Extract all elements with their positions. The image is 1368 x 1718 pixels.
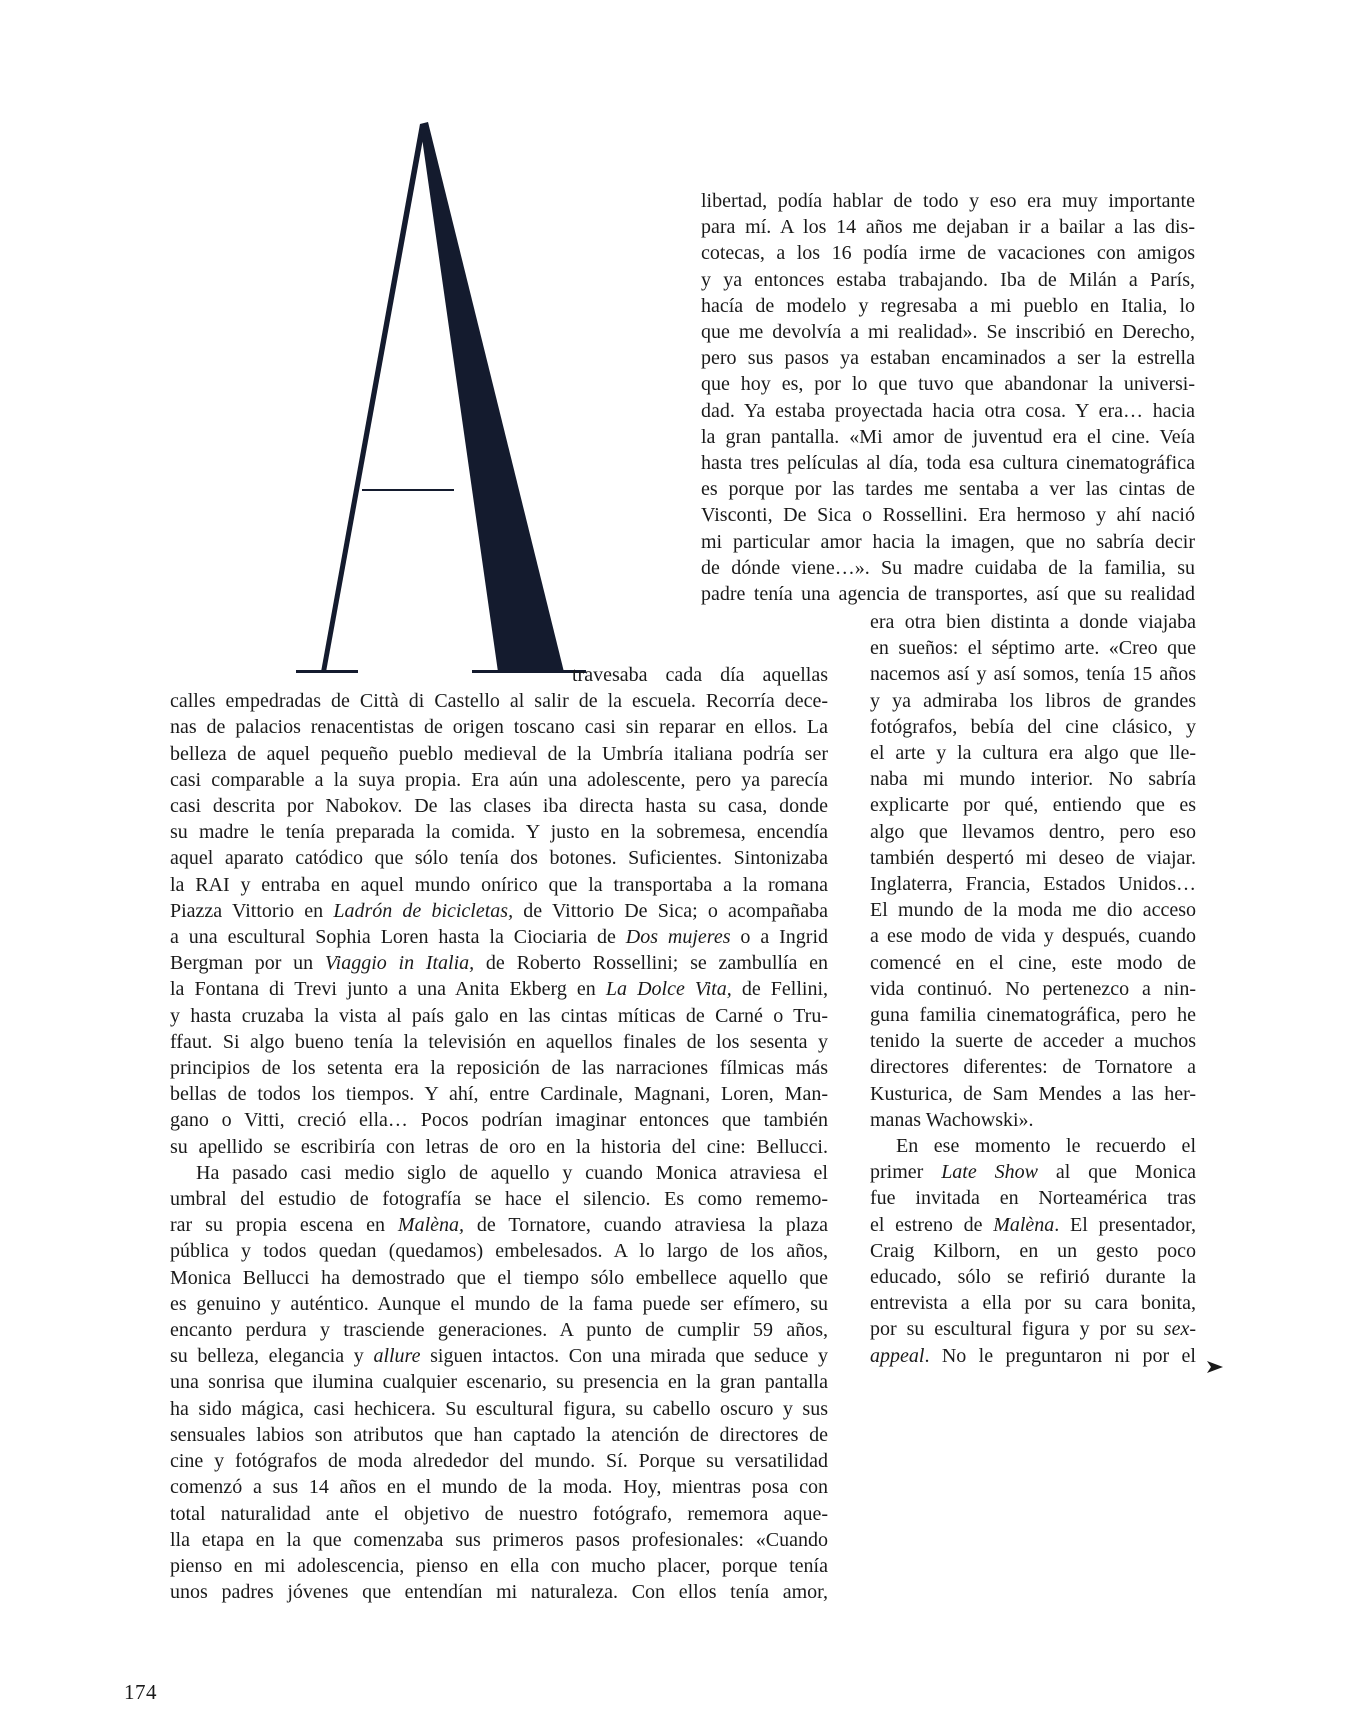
text-line: El mundo de la moda me dio acceso [870, 899, 1196, 922]
text-line: manas Wachowski». [870, 1108, 1034, 1131]
top-text-column [701, 188, 1195, 607]
text-line: directores diferentes: de Tornatore a [870, 1056, 1196, 1079]
text-line: En ese momento le recuerdo el [896, 1135, 1196, 1158]
left-text-column [170, 662, 828, 1605]
text-line: sensuales labios son atributos que han captado la atención de directores de [170, 1423, 828, 1446]
text-line: que me devolvía a mi realidad». Se inscribió en Derecho, [701, 321, 1195, 344]
text-line: belleza de aquel pequeño pueblo medieval de la Umbría italiana podría ser [170, 742, 828, 765]
text-line: la RAI y entraba en aquel mundo onírico que la transportaba a la romana [170, 873, 828, 896]
drop-cap-letter-a [290, 120, 590, 680]
text-line: es genuino y auténtico. Aunque el mundo de la fama puede ser efímero, su [170, 1292, 828, 1315]
text-line: libertad, podía hablar de todo y eso era muy importante [701, 190, 1195, 212]
text-line: a ese modo de vida y después, cuando [870, 925, 1196, 948]
text-line: nas de palacios renacentistas de origen toscano casi sin reparar en ellos. La [170, 716, 828, 739]
text-line: y ya admiraba los libros de grandes [870, 689, 1196, 712]
text-line: cine y fotógrafos de moda alrededor del mundo. Sí. Porque su versatilidad [170, 1450, 828, 1473]
paragraph [170, 662, 828, 1160]
text-line: appeal. No le preguntaron ni por el [870, 1344, 1196, 1367]
text-line: el estreno de Malèna. El presentador, [870, 1213, 1196, 1236]
text-line: también despertó mi deseo de viajar. [870, 846, 1196, 869]
page-number: 174 [124, 1680, 157, 1704]
text-line: aquel aparato catódico que sólo tenía dos botones. Suficientes. Sintonizaba [170, 847, 828, 870]
right-text-column [870, 609, 1196, 1369]
text-line: vida continuó. No pertenezco a nin- [870, 977, 1196, 1000]
text-line: casi descrita por Nabokov. De las clases iba directa hasta su casa, donde [170, 795, 828, 818]
text-line: Craig Kilborn, en un gesto poco [870, 1239, 1196, 1262]
text-line: pero sus pasos ya estaban encaminados a ser la estrella [701, 347, 1195, 370]
paragraph [870, 1133, 1196, 1369]
text-line: que hoy es, por lo que tuvo que abandonar la universi- [701, 373, 1195, 396]
text-line: algo que llevamos dentro, pero eso [870, 820, 1196, 843]
text-line: guna familia cinematográfica, pero he [870, 1004, 1196, 1027]
text-line: a una escultural Sophia Loren hasta la Ciociaria de Dos mujeres o a Ingrid [170, 926, 829, 949]
text-line: unos padres jóvenes que entendían mi naturaleza. Con ellos tenía amor, [170, 1581, 828, 1604]
text-line: para mí. A los 14 años me dejaban ir a bailar a las dis- [701, 216, 1195, 239]
text-line: una sonrisa que ilumina cualquier escenario, su presencia en la gran pantalla [170, 1371, 828, 1394]
text-line: lla etapa en la que comenzaba sus primeros pasos profesionales: «Cuando [170, 1528, 828, 1551]
text-line: Kusturica, de Sam Mendes a las her- [870, 1082, 1196, 1105]
text-line: Ha pasado casi medio siglo de aquello y cuando Monica atraviesa el [196, 1161, 828, 1184]
continue-arrow-icon [1206, 1359, 1224, 1375]
text-line: entrevista a ella por su cara bonita, [870, 1292, 1196, 1315]
text-line: la Fontana di Trevi junto a una Anita Ekberg en La Dolce Vita, de Fellini, [170, 978, 828, 1001]
text-line: bellas de todos los tiempos. Y ahí, entre Cardinale, Magnani, Loren, Man- [170, 1083, 828, 1106]
text-line: la gran pantalla. «Mi amor de juventud era el cine. Veía [701, 425, 1195, 448]
text-line: encanto perdura y trasciende generaciones. A punto de cumplir 59 años, [170, 1319, 828, 1342]
text-line: su apellido se escribiría con letras de oro en la historia del cine: Bellucci. [170, 1135, 828, 1158]
text-line: mi particular amor hacia la imagen, que no sabría decir [701, 530, 1195, 553]
text-line: en sueños: el séptimo arte. «Creo que [870, 637, 1196, 660]
text-line: Monica Bellucci ha demostrado que el tiempo sólo embellece aquello que [170, 1266, 828, 1289]
text-line: por su escultural figura y por su sex- [870, 1318, 1196, 1341]
text-line: umbral del estudio de fotografía se hace el silencio. Es como rememo- [170, 1188, 828, 1211]
text-line: rar su propia escena en Malèna, de Tornatore, cuando atraviesa la plaza [170, 1214, 828, 1237]
text-line: pienso en mi adolescencia, pienso en ella con mucho placer, porque tenía [170, 1554, 828, 1577]
text-line: explicarte por qué, entiendo que es [870, 794, 1196, 817]
text-line: casi comparable a la suya propia. Era aún una adolescente, pero ya parecía [170, 768, 828, 791]
text-line: padre tenía una agencia de transportes, así que su realidad [701, 583, 1195, 606]
text-line: educado, sólo se refirió durante la [870, 1266, 1196, 1289]
text-line: pública y todos quedan (quedamos) embelesados. A lo largo de los años, [170, 1240, 828, 1263]
text-line: fotógrafos, bebía del cine clásico, y [870, 715, 1196, 738]
text-line: ffaut. Si algo bueno tenía la televisión en aquellos finales de los sesenta y [170, 1030, 828, 1053]
text-line: travesaba cada día aquellas [572, 664, 828, 686]
text-line: nacemos así y así somos, tenía 15 años [870, 663, 1196, 686]
text-line: comencé en el cine, este modo de [870, 951, 1196, 974]
text-line: es porque por las tardes me sentaba a ver las cintas de [701, 478, 1195, 501]
paragraph [170, 1160, 828, 1605]
text-line: el arte y la cultura era algo que lle- [870, 742, 1196, 765]
text-line: su madre le tenía preparada la comida. Y justo en la sobremesa, encendía [170, 821, 828, 844]
text-line: Inglaterra, Francia, Estados Unidos… [870, 873, 1196, 896]
text-line: total naturalidad ante el objetivo de nuestro fotógrafo, rememora aque- [170, 1502, 828, 1525]
text-line: hacía de modelo y regresaba a mi pueblo en Italia, lo [701, 294, 1195, 317]
text-line: Visconti, De Sica o Rossellini. Era hermoso y ahí nació [701, 504, 1195, 527]
text-line: fue invitada en Norteamérica tras [870, 1187, 1196, 1210]
text-line: Bergman por un Viaggio in Italia, de Roberto Rossellini; se zambullía en [170, 952, 829, 975]
text-line: tenido la suerte de acceder a muchos [870, 1030, 1196, 1053]
text-line: ha sido mágica, casi hechicera. Su escultural figura, su cabello oscuro y sus [170, 1397, 828, 1420]
text-line: gano o Vitti, creció ella… Pocos podrían imaginar entonces que también [170, 1109, 828, 1132]
text-line: cotecas, a los 16 podía irme de vacaciones con amigos [701, 242, 1195, 265]
text-line: su belleza, elegancia y allure siguen intactos. Con una mirada que seduce y [170, 1345, 828, 1368]
text-line: calles empedradas de Città di Castello al salir de la escuela. Recorría dece- [170, 690, 828, 713]
text-line: principios de los setenta era la reposición de las narraciones fílmicas más [170, 1057, 828, 1080]
text-line: era otra bien distinta a donde viajaba [870, 611, 1196, 633]
text-line: Piazza Vittorio en Ladrón de bicicletas, de Vittorio De Sica; o acompañaba [170, 899, 828, 922]
text-line: dad. Ya estaba proyectada hacia otra cosa. Y era… hacia [701, 399, 1195, 422]
text-line: comenzó a sus 14 años en el mundo de la moda. Hoy, mientras posa con [170, 1476, 828, 1499]
text-line: naba mi mundo interior. No sabría [870, 768, 1196, 791]
text-line: primer Late Show al que Monica [870, 1161, 1196, 1184]
text-line: y ya entonces estaba trabajando. Iba de Milán a París, [701, 268, 1195, 291]
text-line: hasta tres películas al día, toda esa cultura cinematográfica [701, 452, 1195, 475]
text-line: y hasta cruzaba la vista al país galo en las cintas míticas de Carné o Tru- [170, 1004, 828, 1027]
text-line: de dónde viene…». Su madre cuidaba de la familia, su [701, 556, 1195, 579]
